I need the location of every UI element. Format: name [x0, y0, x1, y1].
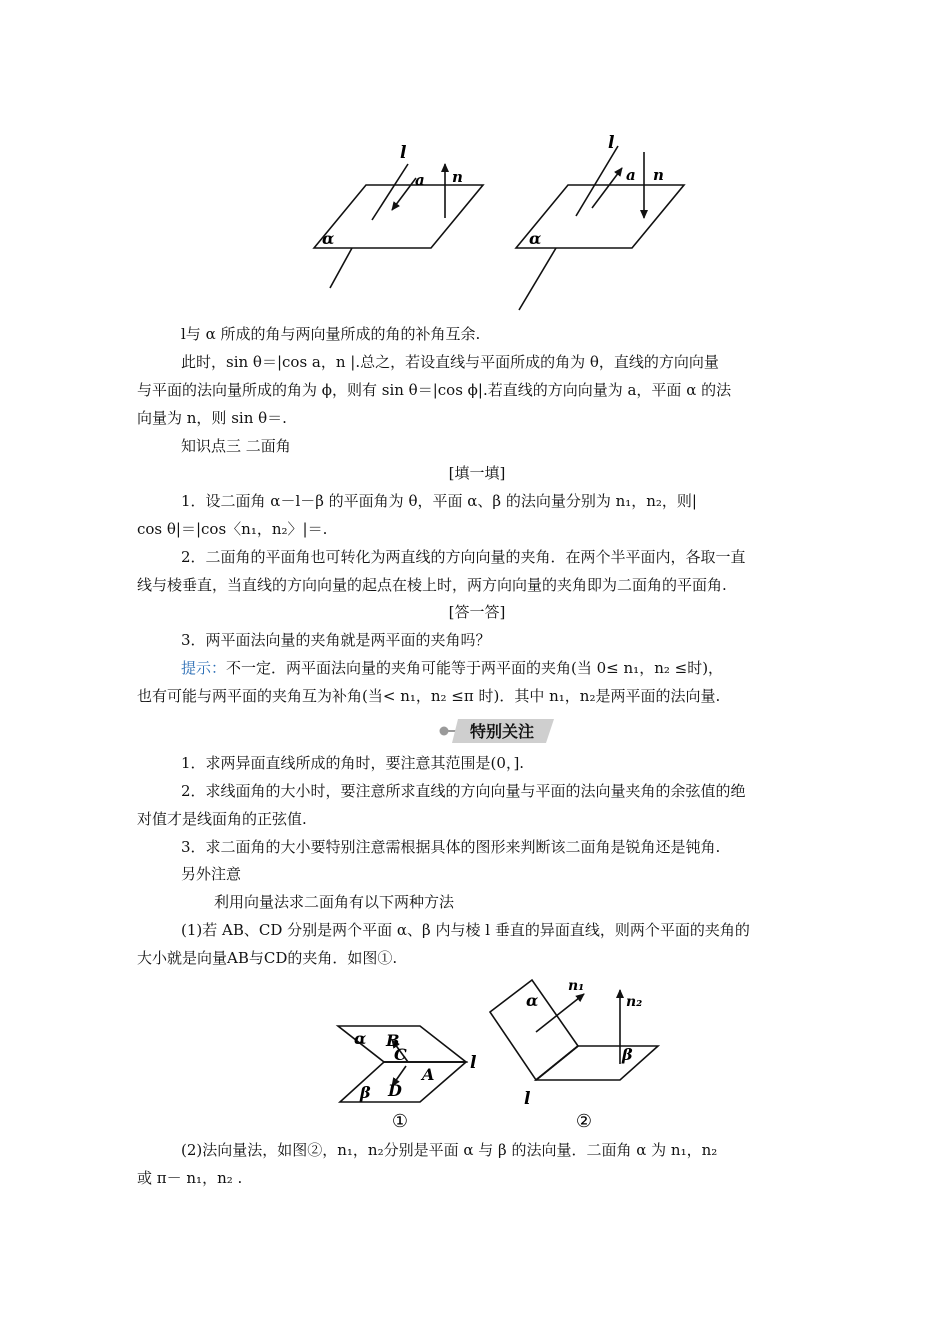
fig2-vector-n1: [536, 994, 584, 1032]
figure-dihedral-bottom: [320, 970, 680, 1135]
note2-line2: 对值才是线面角的正弦值.: [137, 810, 307, 828]
fig2-label-l: l: [524, 1089, 531, 1109]
fig1-plane-beta: [340, 1062, 466, 1102]
para2-line3: 向量为 n，则 sin θ＝.: [137, 409, 287, 427]
answer-label: [答一答]: [448, 603, 506, 621]
label-n-left: n: [452, 168, 463, 186]
hint-line2: 也有可能与两平面的夹角互为补角(当< n₁，n₂ ≤π 时)．其中 n₁，n₂是两平面的法向量.: [137, 687, 721, 705]
line-l-lower-right: [519, 248, 556, 310]
method1-line2: 大小就是向量AB与CD的夹角．如图①.: [137, 949, 398, 967]
fill-label: [填一填]: [448, 464, 506, 482]
fig2-caption: ②: [575, 1111, 593, 1132]
label-l-right: l: [608, 133, 615, 153]
item3-line1: 3．两平面法向量的夹角就是两平面的夹角吗？: [181, 631, 491, 649]
hint-line1: [181, 658, 817, 678]
special-attention-badge: [436, 717, 558, 745]
section-title: 知识点三 二面角: [181, 437, 291, 455]
label-a-left: a: [415, 171, 425, 189]
label-alpha-right: α: [529, 229, 542, 248]
vector-a-right: [592, 168, 622, 208]
fig1-label-alpha: α: [354, 1029, 367, 1048]
note1: 1．求两异面直线所成的角时，要注意其范围是(0，].: [181, 754, 525, 772]
fig2-label-beta: β: [622, 1045, 633, 1064]
fig2-label-n2: n₂: [626, 994, 643, 1010]
hint-text: 不一定．两平面法向量的夹角可能等于两平面的夹角(当 0≤ n₁，n₂ ≤时)，: [226, 659, 724, 677]
item1-line1: 1．设二面角 α－l－β 的平面角为 θ，平面 α、β 的法向量分别为 n₁，n₂，则|: [181, 492, 697, 510]
label-l-left: l: [400, 143, 407, 163]
fig2-plane-beta: [536, 1046, 658, 1080]
label-alpha-left: α: [322, 229, 335, 248]
fig2-label-alpha: α: [526, 991, 539, 1010]
fig2-label-n1: n₁: [568, 978, 585, 994]
note-extra: 另外注意: [181, 865, 242, 883]
item1-line2: cos θ|＝|cos〈n₁，n₂〉|＝.: [137, 520, 328, 538]
line-l-upper-left: [372, 164, 408, 220]
label-a-right: a: [626, 166, 636, 184]
plane-alpha-left: [314, 185, 483, 248]
label-n-right: n: [653, 166, 664, 184]
fig1-label-c: C: [394, 1045, 407, 1064]
figure-line-plane-top: [300, 130, 700, 320]
para1-line1: l与 α 所成的角与两向量所成的角的补角互余.: [181, 325, 481, 343]
note2-line1: 2．求线面角的大小时，要注意所求直线的方向向量与平面的法向量夹角的余弦值的绝: [181, 782, 746, 800]
para2-line1: 此时，sin θ＝|cos a，n |.总之，若设直线与平面所成的角为 θ，直线的方向向量: [181, 353, 719, 371]
fig1-label-d: D: [388, 1081, 402, 1100]
para2-line2: 与平面的法向量所成的角为 ϕ，则有 sin θ＝|cos ϕ|.若直线的方向向量为 a，平面 α 的法: [137, 381, 732, 399]
fig1-label-b: B: [386, 1031, 400, 1050]
item2-line2: 线与棱垂直，当直线的方向向量的起点在棱上时，两方向向量的夹角即为二面角的平面角.: [137, 576, 727, 594]
method2-line2: 或 π－ n₁，n₂ .: [137, 1169, 243, 1187]
fig1-label-l: l: [470, 1053, 477, 1073]
fig2-edge-l: [536, 1046, 578, 1080]
fig1-caption: ①: [391, 1111, 409, 1132]
line-l-lower-left: [330, 248, 352, 288]
hint-label: 提示：: [181, 659, 227, 677]
note-methods: 利用向量法求二面角有以下两种方法: [214, 893, 455, 911]
method2-line1: (2)法向量法，如图②，n₁，n₂分别是平面 α 与 β 的法向量．二面角 α 为 n₁，n₂: [181, 1141, 718, 1159]
note3: 3．求二面角的大小要特别注意需根据具体的图形来判断该二面角是锐角还是钝角.: [181, 838, 721, 856]
method1-line1: (1)若 AB、CD 分别是两个平面 α、β 内与棱 l 垂直的异面直线，则两个平面的夹角的: [181, 921, 750, 939]
fig1-label-a: A: [422, 1065, 435, 1084]
badge-text: 特别关注: [469, 722, 535, 741]
item2-line1: 2．二面角的平面角也可转化为两直线的方向向量的夹角．在两个半平面内，各取一直: [181, 548, 746, 566]
fig1-label-beta: β: [360, 1083, 371, 1102]
